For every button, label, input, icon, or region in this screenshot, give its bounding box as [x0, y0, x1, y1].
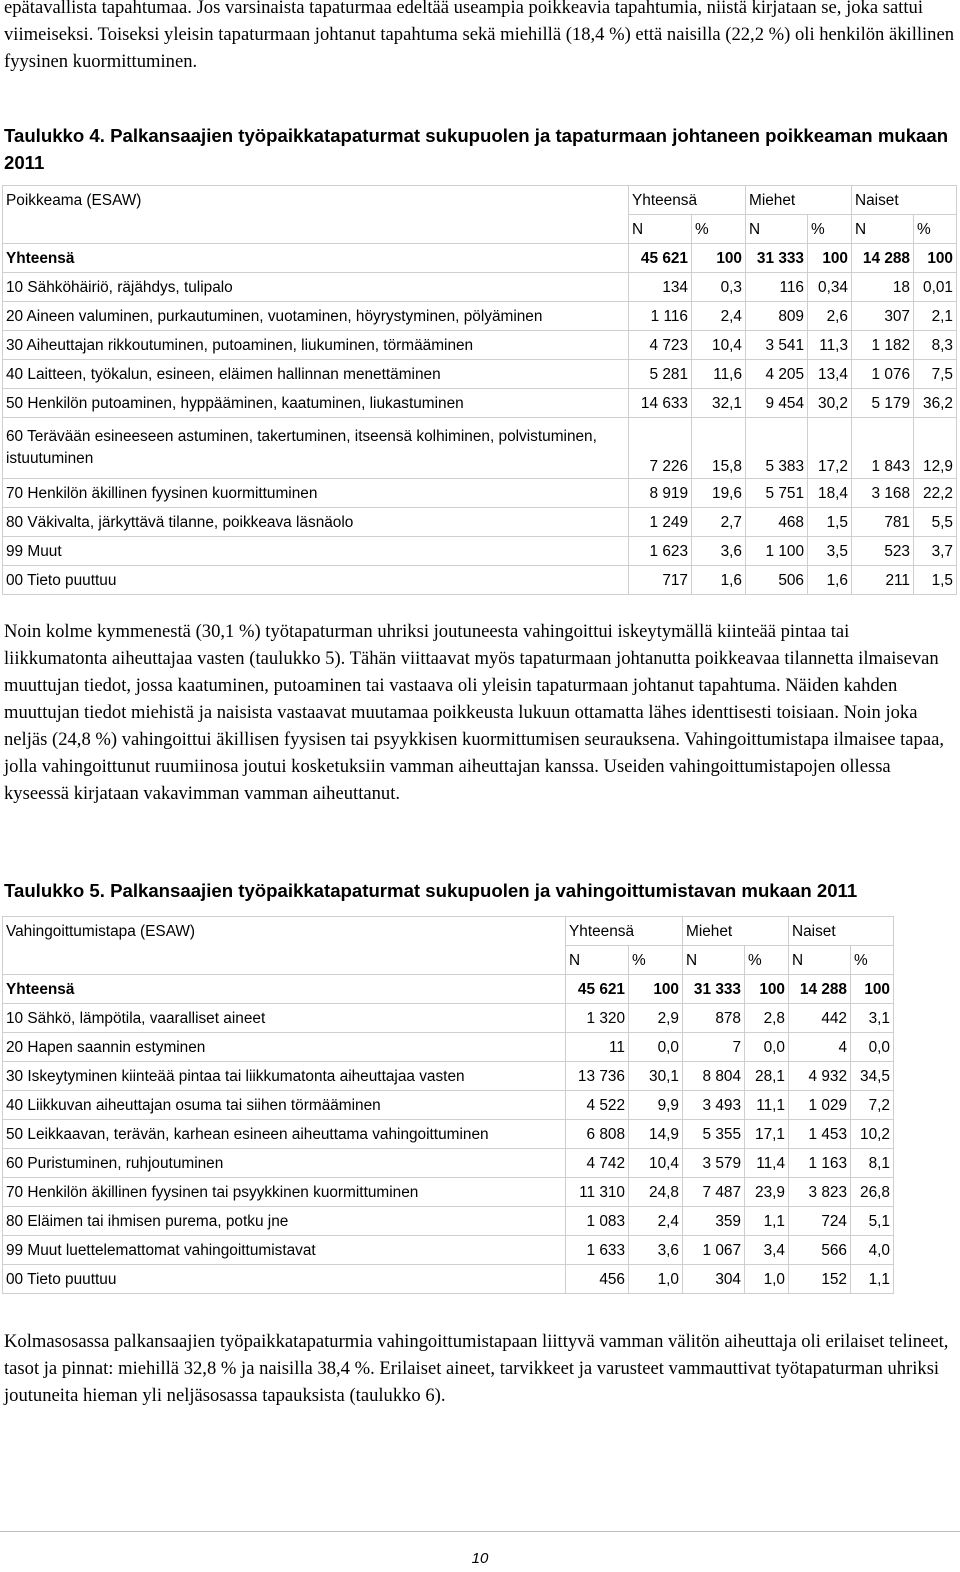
table4-body [3, 244, 957, 595]
table5-cell: 1 029 [789, 1091, 851, 1120]
table5-sub-header: % [745, 946, 789, 975]
table4-row [3, 273, 957, 302]
table4-cell: 4 205 [746, 360, 808, 389]
table4-cell: 3 168 [852, 479, 914, 508]
table5-cell: 8 804 [683, 1062, 745, 1091]
table4-cell: 8 919 [629, 479, 692, 508]
table5-cell: 152 [789, 1265, 851, 1294]
table4-row-label: 99 Muut [3, 537, 629, 566]
table5-row-label: 80 Eläimen tai ihmisen purema, potku jne [3, 1207, 566, 1236]
table4-cell: 3 541 [746, 331, 808, 360]
table5-cell: 31 333 [683, 975, 745, 1004]
table4-group-women: Naiset [852, 186, 957, 215]
table5-cell: 2,9 [629, 1004, 683, 1033]
table5-cell: 14 288 [789, 975, 851, 1004]
table4-sub-header: N [746, 215, 808, 244]
table5-cell: 34,5 [851, 1062, 894, 1091]
table5-cell: 878 [683, 1004, 745, 1033]
table5-cell: 13 736 [566, 1062, 629, 1091]
table5-row-label: 99 Muut luettelemattomat vahingoittumistavat [3, 1236, 566, 1265]
table4-cell: 5 383 [746, 418, 808, 479]
table4-cell: 1,5 [808, 508, 852, 537]
table4-sub-header: % [914, 215, 957, 244]
table4-cell: 1 843 [852, 418, 914, 479]
table5-cell: 4 932 [789, 1062, 851, 1091]
table4-cell: 3,7 [914, 537, 957, 566]
table4-row-label: 00 Tieto puuttuu [3, 566, 629, 595]
table5-cell: 724 [789, 1207, 851, 1236]
table5-cell: 100 [851, 975, 894, 1004]
table4-cell: 0,34 [808, 273, 852, 302]
page-number: 10 [471, 1550, 489, 1567]
table4-cell: 809 [746, 302, 808, 331]
table4-cell: 2,7 [692, 508, 746, 537]
table5-row [3, 1033, 894, 1062]
table5-row [3, 1091, 894, 1120]
table4-sub-header: N [852, 215, 914, 244]
table5-cell: 442 [789, 1004, 851, 1033]
table4-cell: 5 179 [852, 389, 914, 418]
table4-cell: 781 [852, 508, 914, 537]
table5-cell: 304 [683, 1265, 745, 1294]
table4-cell: 10,4 [692, 331, 746, 360]
table4-cell: 100 [692, 244, 746, 273]
table5-cell: 11 [566, 1033, 629, 1062]
table4-column-header: Poikkeama (ESAW) [3, 186, 629, 244]
table5-cell: 0,0 [745, 1033, 789, 1062]
table4-group-total: Yhteensä [629, 186, 746, 215]
table4-cell: 523 [852, 537, 914, 566]
table4 [2, 185, 957, 595]
table5-row-label: Yhteensä [3, 975, 566, 1004]
table5-row [3, 1236, 894, 1265]
table4-cell: 1 116 [629, 302, 692, 331]
table4-cell: 0,3 [692, 273, 746, 302]
table4-cell: 17,2 [808, 418, 852, 479]
table4-cell: 506 [746, 566, 808, 595]
table4-cell: 13,4 [808, 360, 852, 389]
table5-cell: 4 742 [566, 1149, 629, 1178]
table5-sub-header: N [566, 946, 629, 975]
table5-cell: 1,0 [629, 1265, 683, 1294]
table4-row [3, 302, 957, 331]
table5-cell: 1 320 [566, 1004, 629, 1033]
table5-cell: 4 [789, 1033, 851, 1062]
table5-cell: 6 808 [566, 1120, 629, 1149]
table5-cell: 3 493 [683, 1091, 745, 1120]
table5-cell: 1 633 [566, 1236, 629, 1265]
table4-cell: 8,3 [914, 331, 957, 360]
table5-sub-header: % [851, 946, 894, 975]
table5-cell: 11,1 [745, 1091, 789, 1120]
table5-cell: 7,2 [851, 1091, 894, 1120]
table4-cell: 3,5 [808, 537, 852, 566]
table5-row-label: 50 Leikkaavan, terävän, karhean esineen aiheuttama vahingoittuminen [3, 1120, 566, 1149]
table5-group-men: Miehet [683, 917, 789, 946]
table4-cell: 1 623 [629, 537, 692, 566]
table4-cell: 211 [852, 566, 914, 595]
table4-row-label: 30 Aiheuttajan rikkoutuminen, putoaminen, liukuminen, törmääminen [3, 331, 629, 360]
table5-row [3, 1062, 894, 1091]
table4-cell: 2,1 [914, 302, 957, 331]
closing-paragraph: Kolmasosassa palkansaajien työpaikkatapaturmia vahingoittumistapaan liittyvä vamman välitön aiheuttaja oli erilaiset telineet, tasot ja pinnat: miehillä 32,8 % ja naisilla 38,4 %. Erilaiset aineet, tarvikkeet ja varusteet vammauttivat työtapaturman uhriksi joutuneita hieman yli neljäsosassa tapauksista (taulukko 6). [4, 1331, 949, 1406]
table5-cell: 11 310 [566, 1178, 629, 1207]
table4-group-men: Miehet [746, 186, 852, 215]
table5 [2, 916, 894, 1294]
table5-cell: 5 355 [683, 1120, 745, 1149]
table5-cell: 9,9 [629, 1091, 683, 1120]
table5-row [3, 1265, 894, 1294]
table5-cell: 100 [745, 975, 789, 1004]
table5-column-header: Vahingoittumistapa (ESAW) [3, 917, 566, 975]
table5-cell: 100 [629, 975, 683, 1004]
table4-sub-header: % [808, 215, 852, 244]
table4-cell: 717 [629, 566, 692, 595]
table4-cell: 7 226 [629, 418, 692, 479]
table4-row-label: 20 Aineen valuminen, purkautuminen, vuotaminen, höyrystyminen, pölyäminen [3, 302, 629, 331]
table4-cell: 22,2 [914, 479, 957, 508]
table5-cell: 45 621 [566, 975, 629, 1004]
table4-cell: 5,5 [914, 508, 957, 537]
table4-row-label: Yhteensä [3, 244, 629, 273]
table4-row [3, 389, 957, 418]
table4-cell: 1,6 [692, 566, 746, 595]
table4-cell: 2,6 [808, 302, 852, 331]
table5-row-label: 00 Tieto puuttuu [3, 1265, 566, 1294]
table4-cell: 18,4 [808, 479, 852, 508]
table4-cell: 3,6 [692, 537, 746, 566]
table5-cell: 4 522 [566, 1091, 629, 1120]
table4-cell: 134 [629, 273, 692, 302]
table4-cell: 100 [808, 244, 852, 273]
table4-cell: 5 751 [746, 479, 808, 508]
table5-row-label: 60 Puristuminen, ruhjoutuminen [3, 1149, 566, 1178]
table4-cell: 116 [746, 273, 808, 302]
table5-cell: 3,4 [745, 1236, 789, 1265]
table4-cell: 7,5 [914, 360, 957, 389]
table5-group-total: Yhteensä [566, 917, 683, 946]
table5-sub-header: N [683, 946, 745, 975]
table5-row-label: 70 Henkilön äkillinen fyysinen tai psyykkinen kuormittuminen [3, 1178, 566, 1207]
table5-cell: 3,1 [851, 1004, 894, 1033]
table4-row [3, 566, 957, 595]
table5-cell: 1,0 [745, 1265, 789, 1294]
table5-cell: 8,1 [851, 1149, 894, 1178]
middle-paragraph: Noin kolme kymmenestä (30,1 %) työtapaturman uhriksi joutuneesta vahingoittui iskeytymällä kiinteää pintaa tai liikkumatonta aiheuttajaa vasten (taulukko 5). Tähän viittaavat myös tapaturmaan johtanutta poikkeavaa tilannetta ilmaisevan muuttujan tiedot, jossa kaatuminen, putoaminen tai vastaava oli yleisin tapaturmaan johtanut tapahtuma. Näiden kahden muuttujan tiedot miehistä ja naisista vastaavat muutamaa poikkeusta lukuun ottamatta lähes identtisesti toisiaan. Noin joka neljäs (24,8 %) vahingoittui äkillisen fyysisen tai psyykkisen kuormittumisen seurauksena. Vahingoittumistapa ilmaisee tapaa, jolla vahingoittunut ruumiinosa joutui kosketuksiin vamman aiheuttajan kanssa. Useiden vahingoittumistapojen ollessa kyseessä kirjataan vakavimman vamman aiheuttanut. [4, 621, 945, 804]
table5-cell: 5,1 [851, 1207, 894, 1236]
table5-row [3, 1120, 894, 1149]
table4-cell: 15,8 [692, 418, 746, 479]
table5-cell: 1 083 [566, 1207, 629, 1236]
table4-cell: 5 281 [629, 360, 692, 389]
table4-cell: 468 [746, 508, 808, 537]
table5-cell: 2,4 [629, 1207, 683, 1236]
table4-cell: 30,2 [808, 389, 852, 418]
table5-cell: 3 823 [789, 1178, 851, 1207]
table4-row [3, 244, 957, 273]
table4-row-label: 40 Laitteen, työkalun, esineen, eläimen hallinnan menettäminen [3, 360, 629, 389]
table4-cell: 1,6 [808, 566, 852, 595]
table5-cell: 359 [683, 1207, 745, 1236]
table5-cell: 1 453 [789, 1120, 851, 1149]
table5-cell: 26,8 [851, 1178, 894, 1207]
table4-sub-header: N [629, 215, 692, 244]
table5-sub-header: % [629, 946, 683, 975]
table5-body [3, 975, 894, 1294]
table5-cell: 10,4 [629, 1149, 683, 1178]
table4-row-label: 80 Väkivalta, järkyttävä tilanne, poikkeava läsnäolo [3, 508, 629, 537]
table4-cell: 1 100 [746, 537, 808, 566]
table5-cell: 566 [789, 1236, 851, 1265]
table5-cell: 3,6 [629, 1236, 683, 1265]
table4-cell: 45 621 [629, 244, 692, 273]
table5-cell: 1,1 [745, 1207, 789, 1236]
table4-cell: 0,01 [914, 273, 957, 302]
footer-divider [0, 1531, 960, 1532]
table5-cell: 28,1 [745, 1062, 789, 1091]
table5-sub-header: N [789, 946, 851, 975]
table5-cell: 456 [566, 1265, 629, 1294]
table4-cell: 4 723 [629, 331, 692, 360]
table4-cell: 9 454 [746, 389, 808, 418]
table5-cell: 30,1 [629, 1062, 683, 1091]
table4-row [3, 508, 957, 537]
table4-caption: Taulukko 4. Palkansaajien työpaikkatapaturmat sukupuolen ja tapaturmaan johtaneen poikkeaman mukaan 2011 [4, 125, 949, 173]
table5-cell: 2,8 [745, 1004, 789, 1033]
table5-row [3, 1149, 894, 1178]
table5-row [3, 1004, 894, 1033]
table4-row-label: 70 Henkilön äkillinen fyysinen kuormittuminen [3, 479, 629, 508]
table5-cell: 7 [683, 1033, 745, 1062]
table4-row [3, 418, 957, 479]
table4-cell: 19,6 [692, 479, 746, 508]
table5-row-label: 10 Sähkö, lämpötila, vaaralliset aineet [3, 1004, 566, 1033]
table5-cell: 3 579 [683, 1149, 745, 1178]
table5-cell: 1 067 [683, 1236, 745, 1265]
table4-row [3, 360, 957, 389]
table4-row [3, 537, 957, 566]
table4-row [3, 331, 957, 360]
table5-row [3, 1178, 894, 1207]
table4-cell: 307 [852, 302, 914, 331]
table4-cell: 11,6 [692, 360, 746, 389]
table5-cell: 14,9 [629, 1120, 683, 1149]
table4-cell: 2,4 [692, 302, 746, 331]
table5-cell: 10,2 [851, 1120, 894, 1149]
table4-cell: 14 633 [629, 389, 692, 418]
table5-cell: 0,0 [851, 1033, 894, 1062]
table4-row-label: 60 Terävään esineeseen astuminen, takertuminen, itseensä kolhiminen, polvistuminen, istuutuminen [3, 418, 629, 479]
table5-caption: Taulukko 5. Palkansaajien työpaikkatapaturmat sukupuolen ja vahingoittumistavan mukaan 2011 [4, 880, 858, 901]
table5-row-label: 40 Liikkuvan aiheuttajan osuma tai siihen törmääminen [3, 1091, 566, 1120]
table5-row [3, 1207, 894, 1236]
table4-cell: 12,9 [914, 418, 957, 479]
table4-cell: 1 076 [852, 360, 914, 389]
table5-cell: 1,1 [851, 1265, 894, 1294]
table4-cell: 1,5 [914, 566, 957, 595]
table5-group-women: Naiset [789, 917, 894, 946]
table4-row-label: 50 Henkilön putoaminen, hyppääminen, kaatuminen, liukastuminen [3, 389, 629, 418]
table5-cell: 7 487 [683, 1178, 745, 1207]
table4-cell: 32,1 [692, 389, 746, 418]
table4-sub-header: % [692, 215, 746, 244]
table4-cell: 31 333 [746, 244, 808, 273]
table4-cell: 36,2 [914, 389, 957, 418]
table5-cell: 23,9 [745, 1178, 789, 1207]
table5-cell: 11,4 [745, 1149, 789, 1178]
table4-row-label: 10 Sähköhäiriö, räjähdys, tulipalo [3, 273, 629, 302]
table4-cell: 18 [852, 273, 914, 302]
table5-cell: 1 163 [789, 1149, 851, 1178]
table5-cell: 24,8 [629, 1178, 683, 1207]
intro-paragraph: epätavallista tapahtumaa. Jos varsinaista tapaturmaa edeltää useampia poikkeavia tapahtumia, niistä kirjataan se, joka sattui viimeiseksi. Toiseksi yleisin tapaturmaan johtanut tapahtuma sekä miehillä (18,4 %) että naisilla (22,2 %) oli henkilön äkillinen fyysinen kuormittuminen. [4, 0, 955, 72]
table5-row-label: 20 Hapen saannin estyminen [3, 1033, 566, 1062]
table4-cell: 1 249 [629, 508, 692, 537]
table5-cell: 4,0 [851, 1236, 894, 1265]
table5-cell: 0,0 [629, 1033, 683, 1062]
table5-cell: 17,1 [745, 1120, 789, 1149]
table4-row [3, 479, 957, 508]
table5-row-label: 30 Iskeytyminen kiinteää pintaa tai liikkumatonta aiheuttajaa vasten [3, 1062, 566, 1091]
table4-cell: 100 [914, 244, 957, 273]
table5-row [3, 975, 894, 1004]
table4-cell: 1 182 [852, 331, 914, 360]
table4-cell: 14 288 [852, 244, 914, 273]
table4-cell: 11,3 [808, 331, 852, 360]
